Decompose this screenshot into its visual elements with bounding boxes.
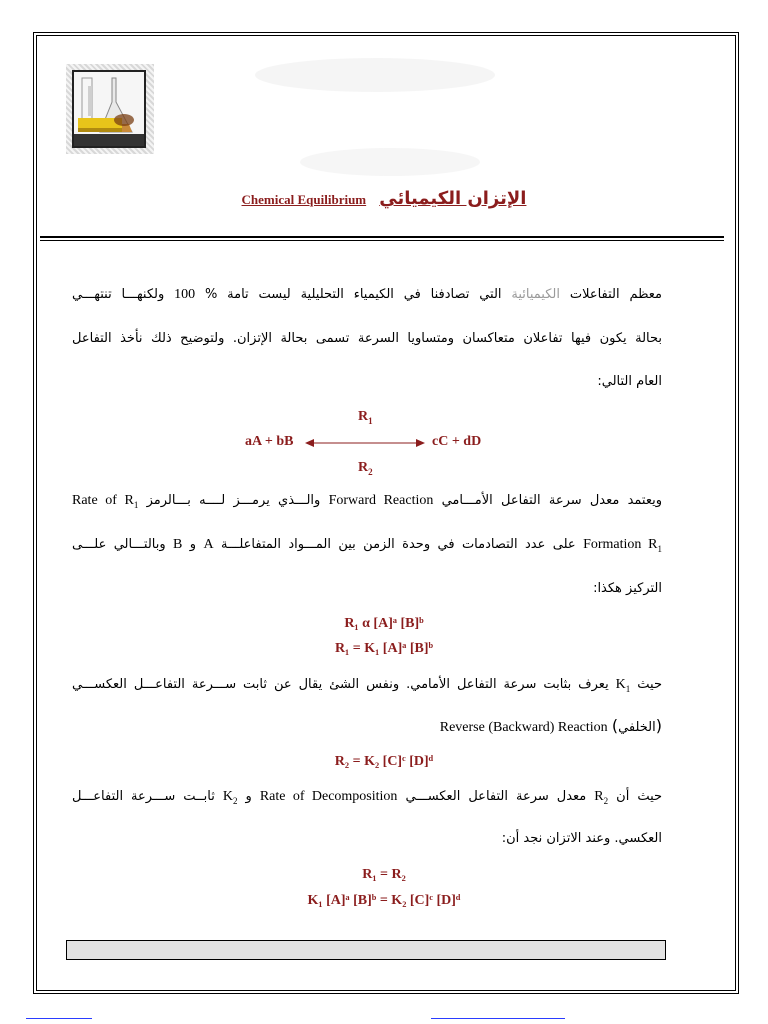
text-run: Reverse (Backward) Reaction — [439, 720, 608, 735]
footer-bar — [66, 940, 666, 960]
text-run: Rate of Decomposition — [259, 789, 398, 804]
text-run: A — [203, 537, 214, 552]
text-run: 100 — [174, 287, 196, 302]
text-run: Formation $R_1$ — [583, 537, 662, 554]
hyperlink-underline[interactable] — [431, 1018, 565, 1019]
text-run: العام التالي: — [597, 374, 662, 389]
equation-equilibrium-expanded: K₁ [A]ᵃ [B]ᵇ = K₂ [C]ᶜ [D]ᵈ — [307, 893, 461, 908]
text-run: ولكنهـــا تنتهـــي — [72, 287, 165, 302]
text-run: الكيميائية — [511, 287, 560, 302]
text-run: بحالة يكون فيها تفاعلان متعاكسان ومتساويا السرعة تسمى بحالة الإتزان. ولتوضيح ذلك نأخذ التفاعل — [72, 331, 662, 346]
rate-label-r1: $R_1$ — [358, 409, 373, 426]
paragraph-line — [72, 676, 662, 698]
text-run: Forward Reaction — [328, 493, 434, 508]
paragraph-line — [72, 788, 662, 810]
text-run: معدل سرعة التفاعل العكســـي — [405, 789, 587, 804]
rate-label-r2: $R_2$ — [358, 460, 373, 477]
text-run: ) — [611, 716, 619, 735]
divider — [40, 236, 724, 238]
paragraph-line — [72, 830, 662, 848]
text-run: و — [245, 789, 252, 804]
paragraph-line — [72, 492, 662, 514]
text-run: الخلفي — [618, 720, 656, 735]
lab-flask-picture — [72, 70, 146, 148]
text-run: و — [189, 537, 197, 552]
text-run: ويعتمد معدل سرعة التفاعل الأمـــامي — [441, 493, 663, 508]
watermark-smudge — [255, 58, 495, 92]
text-run: والـــذي يرمـــز لــــه بـــالرمز — [146, 493, 321, 508]
paragraph-line — [72, 717, 662, 737]
document-title — [0, 188, 768, 209]
equation-reverse-rate: R₂ = K₂ [C]ᶜ [D]ᵈ — [334, 754, 434, 769]
hyperlink-underline[interactable] — [26, 1018, 92, 1019]
paragraph-line — [72, 330, 662, 348]
text-run: $R_2$ — [594, 789, 609, 806]
equation-proportional: R₁ α [A]ᵃ [B]ᵇ — [344, 616, 424, 631]
title-arabic: الإتزان الكيميائي — [379, 188, 527, 209]
paragraph-line — [72, 580, 662, 598]
equation-equilibrium: R₁ = R₂ — [362, 867, 406, 882]
watermark-smudge — [300, 148, 480, 176]
equation-forward-rate: R₁ = K₁ [A]ᵃ [B]ᵇ — [334, 641, 434, 656]
text-run: على عدد التصادمات في وحدة الزمن بين المـــواد المتفاعلـــة — [220, 537, 576, 552]
text-run: $K_2$ — [222, 789, 238, 806]
text-run: حيث — [637, 677, 662, 692]
paragraph-line — [72, 536, 662, 558]
text-run: التركيز هكذا: — [593, 581, 662, 596]
text-run: ( — [655, 716, 662, 735]
paragraph-line — [72, 373, 662, 391]
products: cC + dD — [432, 434, 482, 449]
double-arrow-icon — [305, 437, 425, 449]
text-run: ثابــت ســـرعة التفاعـــل — [72, 789, 215, 804]
text-run: Rate of $R_1$ — [72, 493, 139, 510]
text-run: وبالتـــالي علـــى — [72, 537, 166, 552]
divider — [40, 240, 724, 241]
flask-icon — [74, 72, 144, 146]
text-run: حيث أن — [616, 789, 663, 804]
text-run: العكسي. وعند الاتزان نجد أن: — [501, 831, 662, 846]
text-run: B — [173, 537, 183, 552]
text-run: التي تصادفنا في الكيمياء التحليلية ليست تامة % — [204, 287, 502, 302]
paragraph-line — [72, 286, 662, 304]
text-run: معظم التفاعلات — [569, 287, 662, 302]
lab-flask-logo — [66, 64, 154, 154]
text-run: $K_1$ — [615, 677, 631, 694]
text-run: يعرف بثابت سرعة التفاعل الأمامي. ونفس الشئ يقال عن ثابت ســـرعة التفاعـــل العكســـي — [72, 677, 609, 692]
reactants: aA + bB — [245, 434, 294, 449]
title-english: Chemical Equilibrium — [241, 192, 367, 207]
